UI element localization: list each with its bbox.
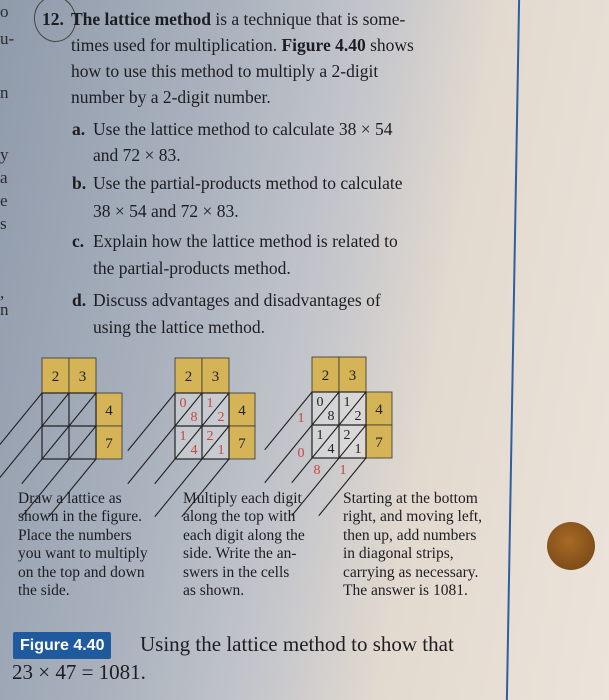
top-digit: 2 <box>51 369 60 385</box>
problem-intro-line: how to use this method to multiply a 2-digit <box>71 61 379 81</box>
caption-step-1 <box>18 490 148 600</box>
figure-reference: Figure 4.40 <box>281 35 366 55</box>
margin-fragment: n <box>0 300 9 319</box>
problem-number: 12. <box>42 9 64 29</box>
caption-line: in diagonal strips, <box>343 545 454 563</box>
cell-ones-digit: 1 <box>354 442 362 457</box>
side-digit: 7 <box>238 436 246 452</box>
cell-ones-digit: 4 <box>190 443 198 458</box>
cell-tens-digit: 1 <box>316 428 324 443</box>
caption-line: the side. <box>18 582 70 600</box>
cell-tens-digit: 0 <box>179 396 187 411</box>
caption-line: on the top and down <box>18 563 145 581</box>
margin-fragment: , <box>0 283 5 302</box>
part-label: a. <box>72 119 86 139</box>
caption-line: side. Write the an- <box>183 545 297 563</box>
side-digit: 7 <box>105 436 113 452</box>
diagonal-line <box>22 393 96 484</box>
part-a-line: Use the lattice method to calculate 38 × 54 <box>93 119 393 139</box>
caption-line: Place the numbers <box>18 526 132 544</box>
margin-fragment: u- <box>0 29 15 48</box>
side-digit: 7 <box>375 435 383 451</box>
side-digit: 4 <box>238 403 246 419</box>
diagonal-sum-digit: 1 <box>339 463 347 478</box>
caption-line: as shown. <box>183 582 245 600</box>
top-digit: 3 <box>78 369 87 385</box>
side-digit: 4 <box>105 403 113 419</box>
cell-ones-digit: 2 <box>354 409 362 424</box>
margin-fragment: n <box>0 83 9 102</box>
side-digit: 4 <box>375 402 383 418</box>
part-d-line: Discuss advantages and disadvantages of <box>93 290 381 310</box>
text: shows <box>365 35 414 55</box>
part-d-line: using the lattice method. <box>93 317 266 337</box>
top-digit: 3 <box>211 369 220 385</box>
part-b-line: Use the partial-products method to calculate <box>93 173 403 193</box>
caption-line: swers in the cells <box>183 563 290 581</box>
margin-fragment: o <box>0 2 9 21</box>
cell-tens-digit: 1 <box>206 396 214 411</box>
caption-line: then up, add numbers <box>343 526 477 544</box>
diagonal-line <box>128 393 175 451</box>
diagonal-line <box>0 393 42 451</box>
margin-fragment: y <box>0 145 9 164</box>
cell-ones-digit: 8 <box>327 409 335 424</box>
figure-badge: Figure 4.40 <box>13 632 111 659</box>
cell-tens-digit: 1 <box>179 429 187 444</box>
text: times used for multiplication. <box>71 35 282 55</box>
caption-line: The answer is 1081. <box>343 582 468 600</box>
part-c-line: the partial-products method. <box>93 258 291 278</box>
figure-caption-line: Using the lattice method to show that <box>140 632 454 656</box>
diagonal-sum-digit: 8 <box>313 463 321 478</box>
cell-ones-digit: 1 <box>217 443 225 458</box>
cell-tens-digit: 2 <box>343 428 351 443</box>
cell-tens-digit: 0 <box>316 395 324 410</box>
margin-fragment: e <box>0 191 8 210</box>
diagonal-line <box>265 392 312 450</box>
cell-ones-digit: 8 <box>190 410 198 425</box>
cell-tens-digit: 1 <box>343 395 351 410</box>
term-lattice-method: The lattice method <box>71 9 211 29</box>
top-digit: 3 <box>348 368 357 384</box>
top-digit: 2 <box>321 368 330 384</box>
cell-tens-digit: 2 <box>206 429 214 444</box>
part-c-line: Explain how the lattice method is related to <box>93 231 398 251</box>
part-a-line: and 72 × 83. <box>93 145 181 165</box>
part-label: b. <box>72 173 87 193</box>
cell-ones-digit: 4 <box>327 442 335 457</box>
part-label: d. <box>72 290 87 310</box>
figure-caption-line: 23 × 47 = 1081. <box>12 660 146 684</box>
diagonal-sum-digit: 0 <box>297 446 305 461</box>
caption-line: Draw a lattice as <box>18 490 122 507</box>
caption-line: you want to multiply <box>18 545 148 563</box>
problem-intro-line: number by a 2-digit number. <box>71 87 271 107</box>
top-digit: 2 <box>184 369 193 385</box>
caption-line: carrying as necessary. <box>343 563 479 581</box>
cell-ones-digit: 2 <box>217 410 225 425</box>
caption-line: right, and moving left, <box>343 508 483 526</box>
caption-line: shown in the figure. <box>18 508 142 526</box>
part-b-line: 38 × 54 and 72 × 83. <box>93 201 239 221</box>
caption-step-3 <box>343 490 482 600</box>
caption-line: each digit along the <box>183 526 305 544</box>
diagonal-sum-digit: 1 <box>297 411 305 426</box>
text: is a technique that is some- <box>210 9 406 29</box>
part-label: c. <box>72 231 85 251</box>
caption-line: along the top with <box>183 508 296 526</box>
margin-fragment: a <box>0 168 8 187</box>
margin-fragment: s <box>0 214 7 233</box>
caption-line: Multiply each digit <box>183 490 302 507</box>
caption-line: Starting at the bottom <box>343 490 478 507</box>
caption-step-2 <box>183 490 305 600</box>
